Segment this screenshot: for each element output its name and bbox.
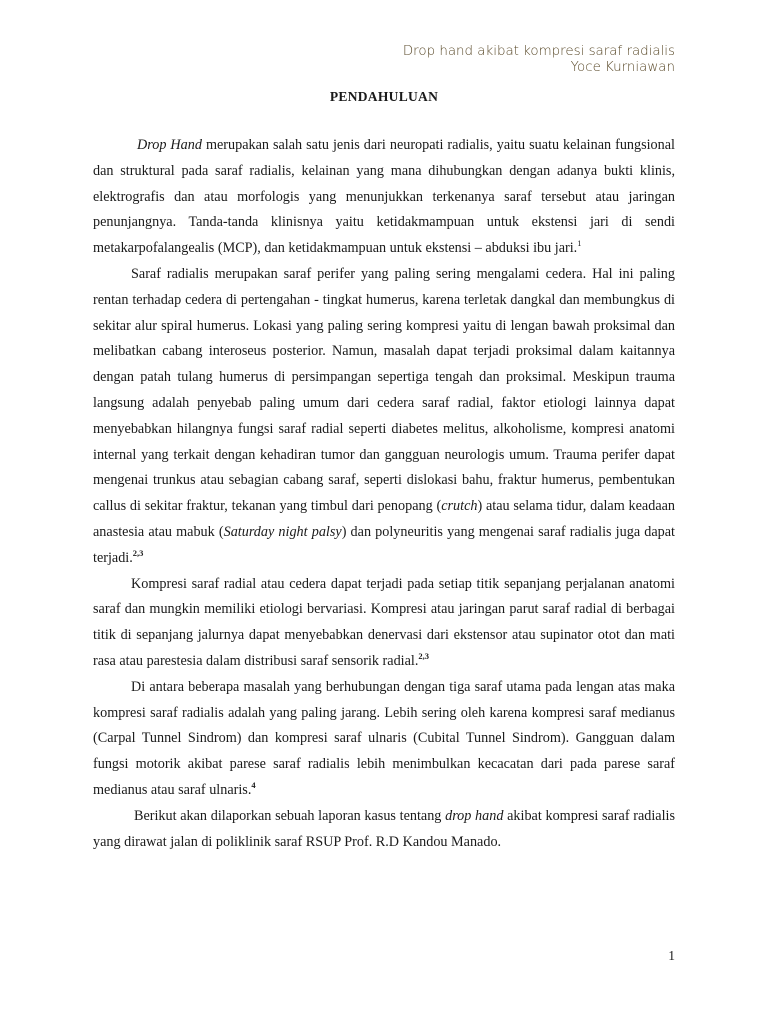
- citation-1: 1: [577, 238, 582, 249]
- citation-4: 4: [251, 779, 256, 790]
- paragraph-4: [93, 675, 675, 804]
- paragraph-2-text-c: ) dan polyneuritis yang mengenai saraf radialis juga dapat terjadi.: [93, 523, 675, 566]
- term-crutch: crutch: [441, 498, 478, 515]
- term-drop-hand-2: drop hand: [445, 807, 504, 824]
- term-saturday-night-palsy: Saturday night palsy: [223, 523, 342, 540]
- paragraph-2-text-b: ) atau selama tidur, dalam keadaan anastesia atau mabuk (: [93, 498, 676, 540]
- body-text: [93, 133, 675, 855]
- paragraph-3: [93, 572, 675, 675]
- paragraph-2: [93, 262, 675, 572]
- paragraph-1: [93, 133, 675, 262]
- header-author: Yoce Kurniawan: [570, 60, 675, 75]
- paragraph-3-text: Kompresi saraf radial atau cedera dapat terjadi pada setiap titik sepanjang perjalanan anatomi saraf dan mungkin memiliki etiologi bervariasi. Kompresi atau jaringan parut saraf radial di berbagai titik di sepanjang jalurnya dapat menyebabkan denervasi dari ekstensor atau supinator otot dan mati rasa atau parestesia dalam distribusi saraf sensorik radial.: [93, 575, 675, 669]
- section-title: PENDAHULUAN: [329, 89, 439, 104]
- running-header: [403, 44, 675, 76]
- paragraph-2-text-a: Saraf radialis merupakan saraf perifer yang paling sering mengalami cedera. Hal ini paling rentan terhadap cedera di pertengahan - tingkat humerus, karena terletak dangkal dan membungkus di sekitar alur spiral humerus. Lokasi yang paling sering kompresi yaitu di lengan bawah proksimal dan melibatkan cabang interoseus posterior. Namun, masalah dapat terjadi proksimal dalam kaitannya dengan patah tulang humerus di persimpangan sepertiga tengah dan proksimal. Meskipun trauma langsung adalah penyebab paling umum dari cedera saraf radial, faktor etiologi lainnya dapat menyebabkan hilangnya fungsi saraf radial seperti diabetes melitus, alkoholisme, kompresi anatomi internal yang terkait dengan kehadiran tumor dan gangguan neurologis umum. Trauma perifer dapat mengenai trunkus atau sebagian cabang saraf, seperti dislokasi bahu, fraktur humerus, pembentukan callus di sekitar fraktur, tekanan yang timbul dari penopang (: [93, 265, 675, 515]
- term-drop-hand: Drop Hand: [137, 137, 202, 153]
- paragraph-1-text: merupakan salah satu jenis dari neuropati radialis, yaitu suatu kelainan fungsional dan struktural pada saraf radialis, kelainan yang mana dihubungkan dengan adanya bukti klinis, elektrografis dan atau morfologis yang menunjukkan terkenanya saraf tersebut atau jaringan penunjangnya. Tanda-tanda klinisnya yaitu ketidakmampuan untuk ekstensi jari di sendi metakarpofalangealis (MCP), dan ketidakmampuan untuk ekstensi – abduksi ibu jari.: [93, 137, 675, 257]
- header-title: Drop hand akibat kompresi saraf radialis: [402, 44, 675, 59]
- paragraph-5-text-b: akibat kompresi saraf radialis yang dirawat jalan di poliklinik saraf RSUP Prof. R.D Kandou Manado.: [93, 807, 675, 850]
- citation-3: 2,3: [418, 650, 430, 661]
- paragraph-5-text-a: Berikut akan dilaporkan sebuah laporan kasus tentang: [134, 807, 446, 824]
- paragraph-4-text: Di antara beberapa masalah yang berhubungan dengan tiga saraf utama pada lengan atas maka kompresi saraf radialis adalah yang paling jarang. Lebih sering oleh karena kompresi saraf medianus (Carpal Tunnel Sindrom) dan kompresi saraf ulnaris (Cubital Tunnel Sindrom). Gangguan dalam fungsi motorik akibat parese saraf radialis lebih menimbulkan kecacatan dari pada parese saraf medianus atau saraf ulnaris.: [93, 678, 675, 798]
- citation-2: 2,3: [132, 547, 144, 558]
- page-number: 1: [668, 948, 675, 963]
- paragraph-5: [93, 804, 675, 856]
